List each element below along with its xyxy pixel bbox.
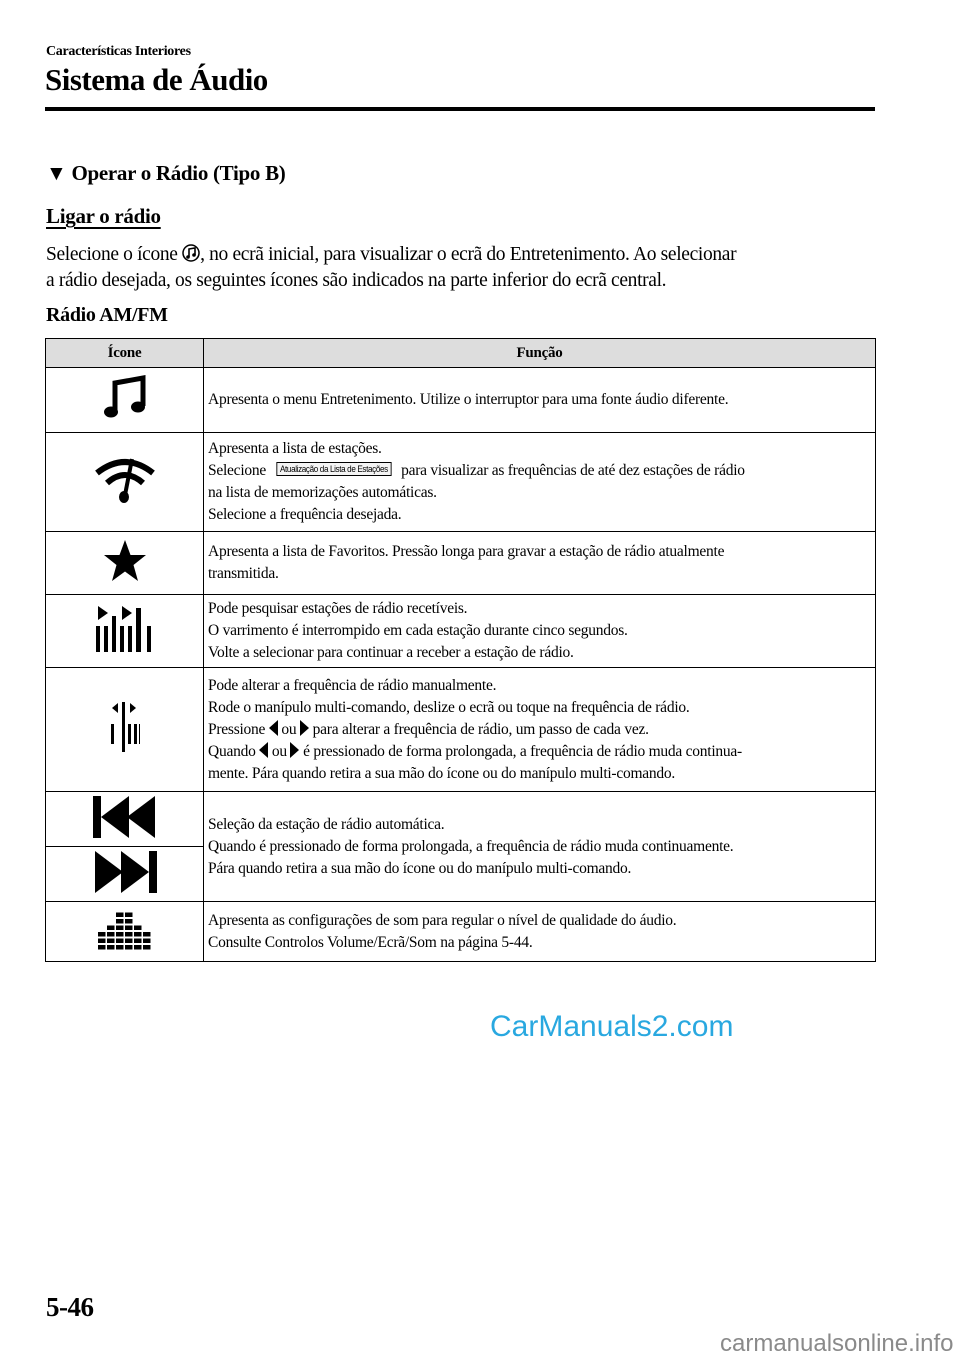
row-text: Apresenta a lista de Favoritos. Pressão longa para gravar a estação de rádio atualmente	[208, 543, 725, 560]
table-row	[46, 792, 876, 847]
eq-block	[143, 939, 151, 944]
seek-forward-icon	[93, 851, 157, 893]
eq-block	[116, 939, 124, 944]
eq-block	[125, 926, 133, 931]
triangle-marker-icon: ▼	[46, 161, 67, 185]
page-title: Sistema de Áudio	[45, 62, 268, 97]
eq-block	[98, 945, 106, 950]
eq-block	[107, 932, 115, 937]
row-text: Rode o manípulo multi-comando, deslize o ecrã ou toque na frequência de rádio.	[208, 698, 690, 716]
eq-block	[98, 939, 106, 944]
row-text: transmitida.	[208, 565, 279, 582]
subheading: Ligar o rádio	[46, 204, 161, 228]
row-text: Pode alterar a frequência de rádio manualmente.	[208, 676, 497, 694]
music-circle-icon	[182, 243, 200, 263]
eq-block	[143, 932, 151, 937]
eq-block	[143, 945, 151, 950]
intro-text: Selecione o ícone	[46, 244, 183, 265]
table-row	[46, 532, 876, 595]
header-icon: Ícone	[46, 339, 204, 368]
row-text: Quando	[208, 742, 260, 760]
row-text: Seleção da estação de rádio automática.	[208, 815, 445, 833]
eq-block	[116, 932, 124, 937]
table-header-row	[46, 339, 876, 368]
eq-block	[125, 913, 133, 918]
eq-block	[134, 932, 142, 937]
intro-paragraph	[46, 242, 736, 294]
eq-block	[134, 939, 142, 944]
row-text: na lista de memorizações automáticas.	[208, 484, 437, 501]
section-heading	[46, 161, 285, 186]
manual-tune-icon	[110, 702, 140, 752]
row-text: Selecione a frequência desejada.	[208, 506, 402, 523]
eq-block	[98, 932, 106, 937]
table-row	[46, 595, 876, 668]
row-text: mente. Pára quando retira a sua mão do ícone ou do manípulo multi-comando.	[208, 764, 676, 782]
intro-text: , no ecrã inicial, para visualizar o ecrã do Entretenimento. Ao selecionar	[200, 244, 737, 265]
row-text: Volte a selecionar para continuar a receber a estação de rádio.	[208, 644, 574, 661]
eq-block	[134, 945, 142, 950]
title-rule	[45, 107, 875, 111]
eq-block	[107, 945, 115, 950]
eq-block	[125, 919, 133, 924]
row-text: para visualizar as frequências de até dez estações de rádio	[397, 462, 745, 479]
table-row	[46, 668, 876, 792]
eq-block	[116, 945, 124, 950]
page-number: 5-46	[46, 1292, 94, 1322]
eq-block	[107, 939, 115, 944]
row-text: Apresenta o menu Entretenimento. Utilize o interruptor para uma fonte áudio diferente.	[208, 391, 729, 408]
right-arrow-icon	[300, 720, 309, 736]
section-label: Características Interiores	[46, 44, 191, 59]
row-text: Pára quando retira a sua mão do ícone ou do manípulo multi-comando.	[208, 859, 632, 877]
left-arrow-icon	[259, 742, 268, 758]
sound-settings-icon	[97, 906, 153, 952]
watermark: CarManuals2.com	[490, 1010, 734, 1043]
intro-text: a rádio desejada, os seguintes ícones são indicados na parte inferior do ecrã central.	[46, 270, 667, 291]
eq-block	[125, 945, 133, 950]
station-list-icon	[94, 455, 156, 505]
update-station-list-button[interactable]: Atualização da Lista de Estações	[276, 462, 391, 476]
row-text: Selecione	[208, 462, 270, 479]
section-heading-text: Operar o Rádio (Tipo B)	[71, 161, 286, 185]
eq-block	[116, 913, 124, 918]
row-text: Apresenta a lista de estações.	[208, 440, 382, 457]
eq-block	[116, 926, 124, 931]
eq-block	[116, 919, 124, 924]
row-text: Consulte Controlos Volume/Ecrã/Som na página 5-44.	[208, 933, 533, 951]
row-text: ou	[268, 742, 291, 760]
row-text: Quando é pressionado de forma prolongada, a frequência de rádio muda continuamente.	[208, 837, 734, 855]
star-icon	[103, 539, 147, 583]
eq-block	[125, 939, 133, 944]
seek-back-icon	[93, 796, 157, 838]
row-text: Apresenta as configurações de som para regular o nível de qualidade do áudio.	[208, 911, 677, 929]
eq-block	[134, 926, 142, 931]
row-text: é pressionado de forma prolongada, a frequência de rádio muda continua-	[299, 742, 742, 760]
footer-watermark: carmanualsonline.info	[720, 1330, 954, 1357]
row-text: ou	[277, 720, 301, 738]
table-row	[46, 368, 876, 433]
row-text: O varrimento é interrompido em cada estação durante cinco segundos.	[208, 622, 628, 639]
row-text: Pressione	[208, 720, 269, 738]
eq-block	[107, 926, 115, 931]
music-note-icon	[103, 375, 147, 421]
table-title: Rádio AM/FM	[46, 304, 168, 326]
header-function: Função	[204, 339, 876, 368]
icon-function-table	[45, 338, 876, 962]
scan-icon	[94, 606, 156, 652]
eq-block	[125, 932, 133, 937]
left-arrow-icon	[269, 720, 278, 736]
row-text: Pode pesquisar estações de rádio recetíveis.	[208, 600, 468, 617]
table-row	[46, 902, 876, 962]
row-text: para alterar a frequência de rádio, um passo de cada vez.	[309, 720, 649, 738]
table-row	[46, 433, 876, 532]
